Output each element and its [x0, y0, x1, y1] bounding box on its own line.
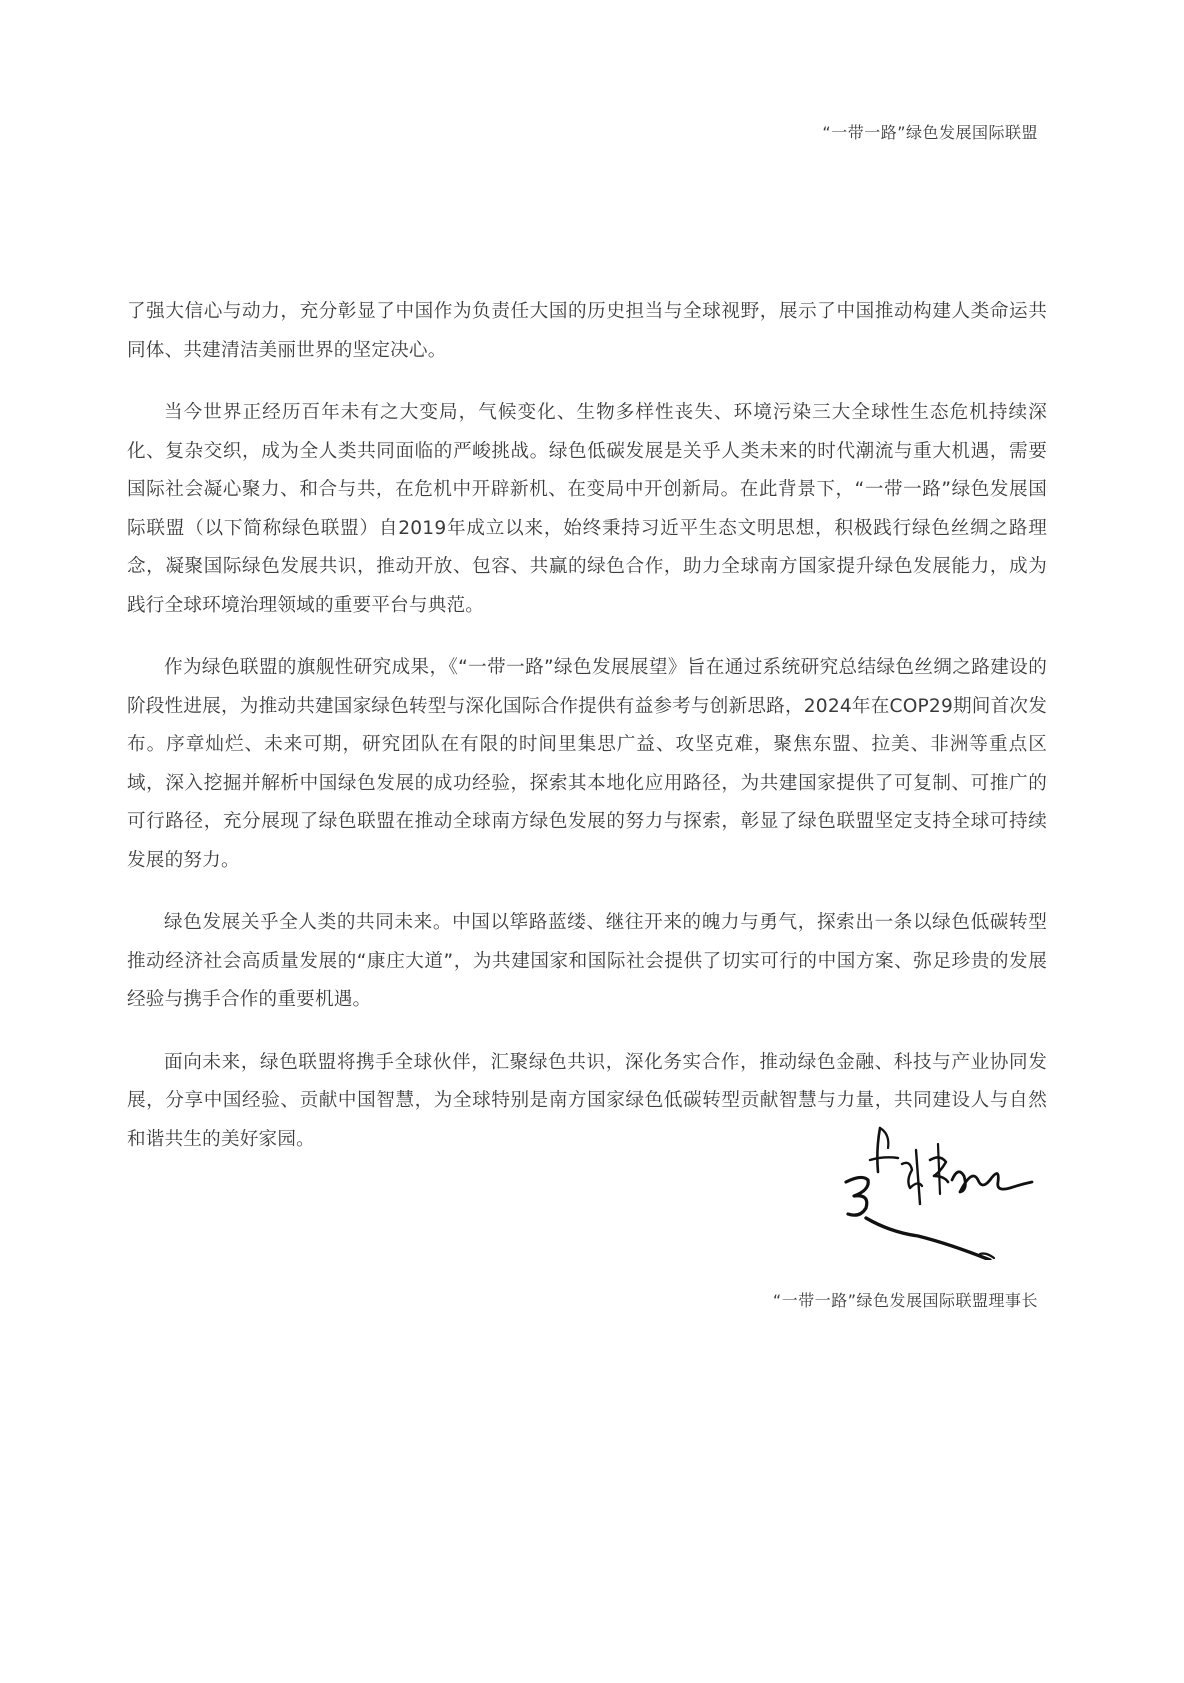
paragraph: 当今世界正经历百年未有之大变局，气候变化、生物多样性丧失、环境污染三大全球性生态危机持续深化、复杂交织，成为全人类共同面临的严峻挑战。绿色低碳发展是关乎人类未来的时代潮流与重大机遇，需要国际社会凝心聚力、和合与共，在危机中开辟新机、在变局中开创新局。在此背景下，“一带一路”绿色发展国际联盟（以下简称绿色联盟）自2019年成立以来，始终秉持习近平生态文明思想，积极践行绿色丝绸之路理念，凝聚国际绿色发展共识，推动开放、包容、共赢的绿色合作，助力全球南方国家提升绿色发展能力，成为践行全球环境治理领域的重要平台与典范。: [127, 402, 1047, 616]
signatory-title: “一带一路”绿色发展国际联盟理事长: [772, 1291, 1038, 1310]
handwritten-signature-icon: [840, 1120, 1040, 1260]
body-text: [127, 293, 1047, 1183]
paragraph: 绿色发展关乎全人类的共同未来。中国以筚路蓝缕、继往开来的魄力与勇气，探索出一条以绿色低碳转型推动经济社会高质量发展的“康庄大道”，为共建国家和国际社会提供了切实可行的中国方案、弥足珍贵的发展经验与携手合作的重要机遇。: [127, 912, 1047, 1010]
paragraph-continued: 了强大信心与动力，充分彰显了中国作为负责任大国的历史担当与全球视野，展示了中国推动构建人类命运共同体、共建清洁美丽世界的坚定决心。: [127, 301, 1047, 361]
running-header: “一带一路”绿色发展国际联盟: [822, 123, 1038, 142]
paragraph: 面向未来，绿色联盟将携手全球伙伴，汇聚绿色共识，深化务实合作，推动绿色金融、科技与产业协同发展，分享中国经验、贡献中国智慧，为全球特别是南方国家绿色低碳转型贡献智慧与力量，共同建设人与自然和谐共生的美好家园。: [127, 1051, 1047, 1150]
paragraph: 作为绿色联盟的旗舰性研究成果，《“一带一路”绿色发展展望》旨在通过系统研究总结绿色丝绸之路建设的阶段性进展，为推动共建国家绿色转型与深化国际合作提供有益参考与创新思路，2024年在COP29期间首次发布。序章灿烂、未来可期，研究团队在有限的时间里集思广益、攻坚克难，聚焦东盟、拉美、非洲等重点区域，深入挖掘并解析中国绿色发展的成功经验，探索其本地化应用路径，为共建国家提供了可复制、可推广的可行路径，充分展现了绿色联盟在推动全球南方绿色发展的努力与探索，彰显了绿色联盟坚定支持全球可持续发展的努力。: [127, 657, 1047, 871]
